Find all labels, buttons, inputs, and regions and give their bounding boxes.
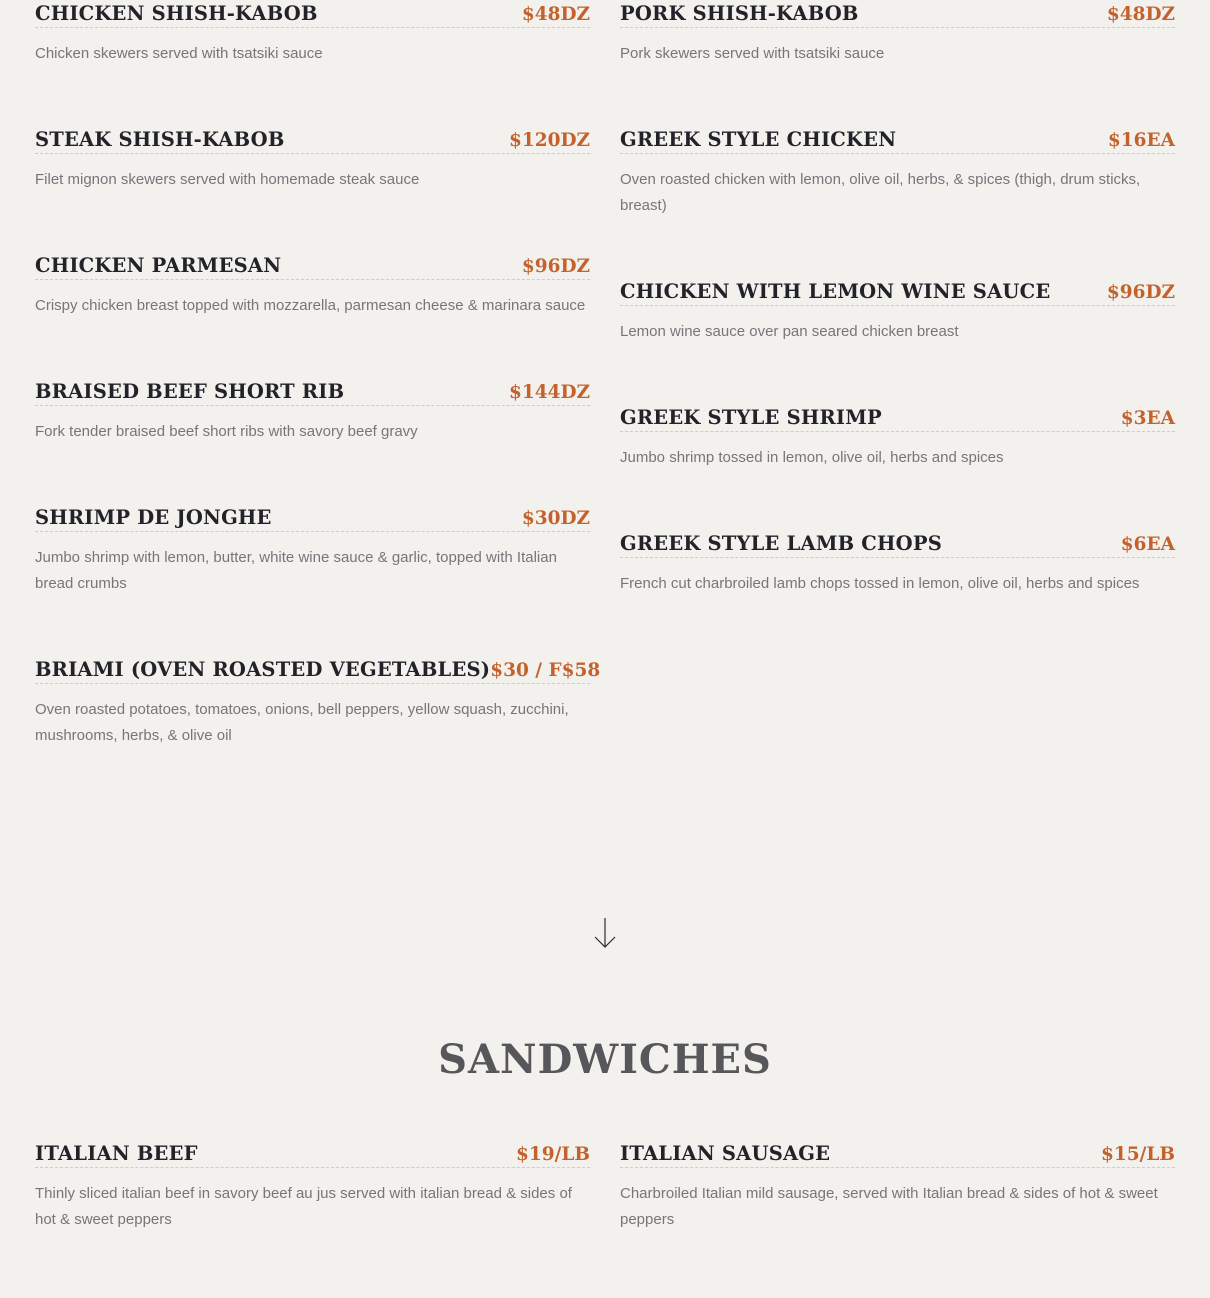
- menu-item-header: [620, 278, 1175, 306]
- menu-item-description: Jumbo shrimp with lemon, butter, white wine sauce & garlic, topped with Italian bread crumbs: [35, 549, 557, 592]
- menu-item-price: $15/LB: [1100, 1144, 1175, 1165]
- menu-item-description: Jumbo shrimp tossed in lemon, olive oil, herbs and spices: [620, 449, 1004, 466]
- menu-item-price: $96DZ: [1106, 282, 1175, 303]
- menu-item-name: CHICKEN PARMESAN: [35, 254, 282, 277]
- menu-item: [35, 378, 590, 445]
- menu-item-header: [35, 1140, 590, 1168]
- menu-item-description: Crispy chicken breast topped with mozzarella, parmesan cheese & marinara sauce: [35, 297, 586, 314]
- menu-item-header: [35, 504, 590, 532]
- menu-item-name: GREEK STYLE CHICKEN: [620, 128, 897, 151]
- menu-item-header: [35, 378, 590, 406]
- menu-item-header: [620, 126, 1175, 154]
- menu-item-name: CHICKEN SHISH-KABOB: [35, 2, 318, 25]
- menu-item: [35, 504, 590, 597]
- menu-item-price: $48DZ: [521, 4, 590, 25]
- menu-item-description: French cut charbroiled lamb chops tossed in lemon, olive oil, herbs and spices: [620, 575, 1140, 592]
- menu-item-description: Thinly sliced italian beef in savory beef au jus served with italian bread & sides of hot & sweet peppers: [35, 1185, 572, 1228]
- menu-item: [35, 1140, 590, 1233]
- section-title: SANDWICHES: [438, 1036, 772, 1083]
- menu-item-header: [620, 530, 1175, 558]
- menu-item: [35, 126, 590, 193]
- menu-item-header: [35, 252, 590, 280]
- menu-item-name: CHICKEN WITH LEMON WINE SAUCE: [620, 280, 1051, 303]
- menu-item-name: BRIAMI (OVEN ROASTED VEGETABLES): [35, 658, 491, 681]
- menu-item-description: Lemon wine sauce over pan seared chicken breast: [620, 323, 959, 340]
- menu-item-price: $6EA: [1120, 534, 1175, 555]
- menu-item-name: GREEK STYLE LAMB CHOPS: [620, 532, 942, 555]
- menu-item: [35, 252, 590, 319]
- menu-item-header: [35, 656, 601, 684]
- menu-item-price: $3EA: [1120, 408, 1175, 429]
- menu-item-price: $48DZ: [1106, 4, 1175, 25]
- menu-item-name: PORK SHISH-KABOB: [620, 2, 859, 25]
- menu-item-name: BRAISED BEEF SHORT RIB: [35, 380, 345, 403]
- menu-item-description: Filet mignon skewers served with homemade steak sauce: [35, 171, 420, 188]
- menu-item: [620, 126, 1175, 219]
- menu-item-price: $120DZ: [508, 130, 590, 151]
- menu-item-description: Charbroiled Italian mild sausage, served with Italian bread & sides of hot & sweet peppers: [620, 1185, 1158, 1228]
- menu-item: [620, 1140, 1175, 1233]
- menu-item-name: ITALIAN BEEF: [35, 1142, 198, 1165]
- menu-item-header: [620, 0, 1175, 28]
- menu-item-header: [620, 1140, 1175, 1168]
- menu-item-price: $19/LB: [515, 1144, 590, 1165]
- menu-item-name: SHRIMP DE JONGHE: [35, 506, 272, 529]
- menu-item-description: Oven roasted potatoes, tomatoes, onions, bell peppers, yellow squash, zucchini, mushrooms, herbs, & olive oil: [35, 701, 569, 744]
- menu-item-description: Chicken skewers served with tsatsiki sauce: [35, 45, 323, 62]
- menu-item: [620, 530, 1175, 597]
- menu-item-header: [35, 126, 590, 154]
- menu-item-name: STEAK SHISH-KABOB: [35, 128, 285, 151]
- menu-item-price: $96DZ: [521, 256, 590, 277]
- menu-item-price: $144DZ: [508, 382, 590, 403]
- menu-item-description: Pork skewers served with tsatsiki sauce: [620, 45, 885, 62]
- arrow-down-icon[interactable]: [593, 916, 617, 950]
- menu-item: [620, 404, 1175, 471]
- menu-item-price: $16EA: [1107, 130, 1175, 151]
- menu-item-description: Fork tender braised beef short ribs with savory beef gravy: [35, 423, 418, 440]
- menu-item: [35, 656, 601, 749]
- menu-item-description: Oven roasted chicken with lemon, olive oil, herbs, & spices (thigh, drum sticks, breast): [620, 171, 1141, 214]
- menu-item-header: [35, 0, 590, 28]
- menu-item-name: ITALIAN SAUSAGE: [620, 1142, 831, 1165]
- menu-item-price: $30 / F$58: [490, 660, 601, 681]
- menu-item: [620, 0, 1175, 67]
- menu-item-header: [620, 404, 1175, 432]
- menu-item-price: $30DZ: [521, 508, 590, 529]
- menu-item-name: GREEK STYLE SHRIMP: [620, 406, 882, 429]
- menu-item: [620, 278, 1175, 345]
- menu-item: [35, 0, 590, 67]
